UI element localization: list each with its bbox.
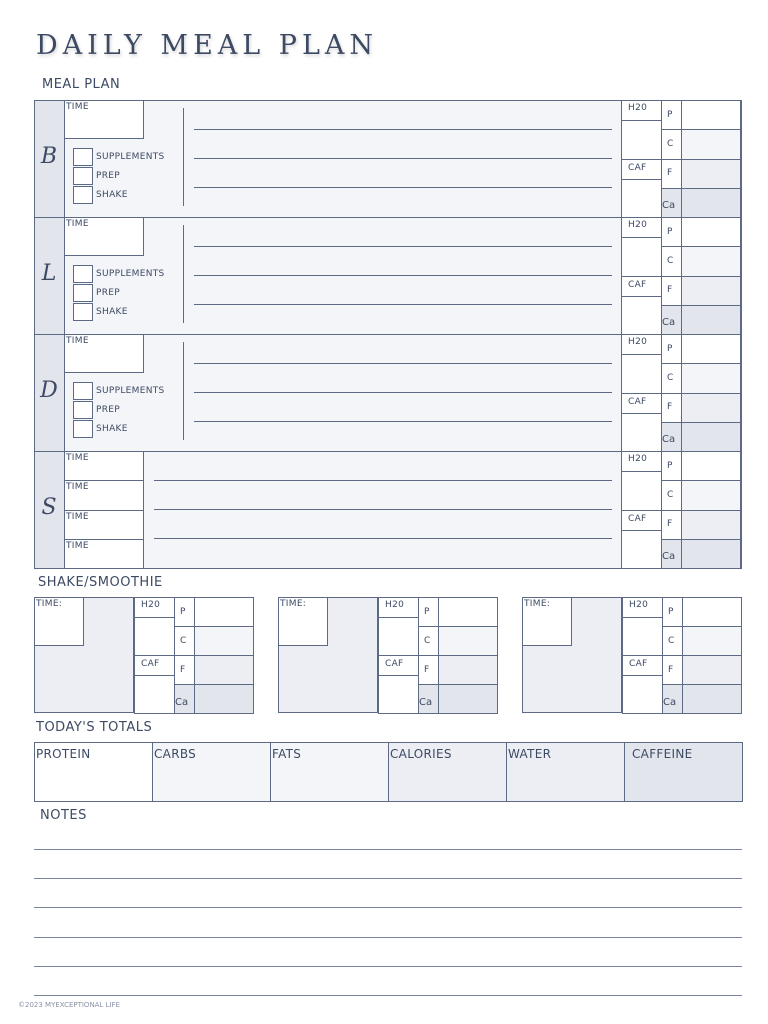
meal-d-macro-label-0: P bbox=[667, 343, 673, 354]
shake-3-letter-divider bbox=[662, 626, 683, 627]
snack-time-label: TIME bbox=[66, 540, 89, 551]
meal-l-divider bbox=[183, 225, 184, 323]
shake-2-macro-label-0: P bbox=[424, 606, 430, 617]
meal-b-checkbox-supplements[interactable] bbox=[73, 148, 93, 166]
shake-3-macro-value-2[interactable] bbox=[682, 655, 742, 685]
snack-letter: S bbox=[41, 495, 57, 520]
meal-l-caf-input[interactable] bbox=[622, 297, 661, 335]
snack-caf-input[interactable] bbox=[622, 531, 661, 569]
shake-2-macro-value-2[interactable] bbox=[438, 655, 498, 685]
meal-d-checkbox-label: SHAKE bbox=[96, 424, 128, 434]
snack-time-label: TIME bbox=[66, 453, 89, 463]
meal-d-caf-input[interactable] bbox=[622, 414, 661, 452]
shake-2-macro-label-3: Ca bbox=[419, 696, 433, 708]
meal-l-mid-divider bbox=[621, 276, 661, 277]
meal-l-letter-divider bbox=[661, 276, 682, 277]
meal-l-macro-label-2: F bbox=[667, 285, 673, 296]
meal-l-letter-divider bbox=[661, 246, 682, 247]
notes-heading: NOTES bbox=[40, 808, 87, 823]
meal-b-checkbox-label: PREP bbox=[96, 171, 120, 181]
shake-2-macro-label-2: F bbox=[424, 664, 430, 675]
totals-heading: TODAY'S TOTALS bbox=[36, 720, 153, 735]
shake-3-caf-label: CAF bbox=[629, 659, 648, 669]
shake-2-macro-value-0[interactable] bbox=[438, 597, 498, 627]
meal-d-letter-divider bbox=[661, 422, 682, 423]
snack-mid-divider bbox=[621, 510, 661, 511]
snack-letter-divider bbox=[661, 539, 682, 540]
meal-d-letter: D bbox=[40, 378, 58, 403]
meal-b-entry-line-2[interactable] bbox=[194, 187, 612, 188]
meal-d-checkbox-label: PREP bbox=[96, 405, 120, 415]
meal-d-entry-line-0[interactable] bbox=[194, 363, 612, 364]
meal-b-entry-line-1[interactable] bbox=[194, 158, 612, 159]
meal-l-macro-value-1[interactable] bbox=[681, 246, 741, 276]
notes-line-3[interactable] bbox=[34, 937, 742, 938]
meal-l-h2o-label: H20 bbox=[628, 220, 648, 230]
meal-l-macro-label-3: Ca bbox=[662, 317, 676, 329]
snack-macro-label-0: P bbox=[667, 460, 673, 471]
meal-b-letter-divider bbox=[661, 188, 682, 189]
snack-entry-line-1[interactable] bbox=[154, 509, 612, 510]
shake-2-h2o-input[interactable] bbox=[379, 618, 418, 655]
meal-d-entry-line-1[interactable] bbox=[194, 392, 612, 393]
meal-b-letter-divider bbox=[661, 159, 682, 160]
total-carbs-label: CARBS bbox=[154, 747, 197, 761]
notes-line-2[interactable] bbox=[34, 907, 742, 908]
total-calories-label: CALORIES bbox=[390, 747, 452, 761]
snack-macro-value-0[interactable] bbox=[681, 451, 741, 481]
meal-l-letter: L bbox=[41, 261, 57, 286]
shake-2-caf-input[interactable] bbox=[379, 676, 418, 713]
snack-macro-label-2: F bbox=[667, 519, 673, 530]
shake-2-macro-label-1: C bbox=[424, 635, 431, 646]
meal-b-macro-value-0[interactable] bbox=[681, 100, 741, 130]
meal-d-caf-label: CAF bbox=[628, 396, 647, 407]
snack-time-label: TIME bbox=[66, 511, 89, 522]
meal-b-caf-input[interactable] bbox=[622, 180, 661, 218]
meal-d-divider bbox=[183, 342, 184, 440]
notes-line-0[interactable] bbox=[34, 849, 742, 850]
shake-3-macro-value-1[interactable] bbox=[682, 626, 742, 656]
shake-3-h2o-input[interactable] bbox=[623, 618, 662, 655]
snack-letter-divider bbox=[661, 480, 682, 481]
shake-1-letter-divider bbox=[174, 684, 195, 685]
meal-d-macro-value-1[interactable] bbox=[681, 363, 741, 393]
shake-3-letter-divider bbox=[662, 684, 683, 685]
meal-b-caf-label: CAF bbox=[628, 162, 647, 173]
meal-l-macro-value-2[interactable] bbox=[681, 276, 741, 306]
meal-b-letter-divider bbox=[661, 129, 682, 130]
meal-d-letter-divider bbox=[661, 393, 682, 394]
copyright: ©2023 MYEXCEPTIONAL LIFE bbox=[18, 1001, 121, 1009]
shake-heading: SHAKE/SMOOTHIE bbox=[38, 575, 163, 590]
shake-1-time-label: TIME: bbox=[36, 599, 63, 609]
shake-1-macro-value-0[interactable] bbox=[194, 597, 254, 627]
total-caffeine-label: CAFFEINE bbox=[632, 747, 693, 761]
meal-d-h2o-label: H20 bbox=[628, 337, 648, 347]
meal-l-checkbox-label: SHAKE bbox=[96, 307, 128, 317]
meal-l-checkbox-supplements[interactable] bbox=[73, 265, 93, 283]
snack-h2o-input[interactable] bbox=[622, 472, 661, 510]
meal-l-checkbox-label: PREP bbox=[96, 288, 120, 298]
meal-d-macro-label-2: F bbox=[667, 402, 673, 413]
shake-2-macro-value-1[interactable] bbox=[438, 626, 498, 656]
shake-2-caf-label: CAF bbox=[385, 659, 404, 669]
meal-l-entry-line-0[interactable] bbox=[194, 246, 612, 247]
meal-d-macro-label-3: Ca bbox=[662, 434, 676, 446]
total-water-label: WATER bbox=[508, 747, 552, 761]
meal-l-macro-label-0: P bbox=[667, 226, 673, 237]
shake-3-time-label: TIME: bbox=[524, 599, 551, 609]
shake-1-macro-value-1[interactable] bbox=[194, 626, 254, 656]
snack-time-label: TIME bbox=[66, 482, 89, 493]
meal-b-letter: B bbox=[40, 144, 58, 169]
meal-b-mid-divider bbox=[621, 159, 661, 160]
meal-l-time-label: TIME bbox=[66, 219, 89, 229]
snack-caf-label: CAF bbox=[628, 513, 647, 524]
meal-b-macro-label-3: Ca bbox=[662, 200, 676, 212]
meal-l-entry-line-2[interactable] bbox=[194, 304, 612, 305]
shake-1-macro-label-3: Ca bbox=[175, 696, 189, 708]
meal-d-macro-value-2[interactable] bbox=[681, 393, 741, 423]
meal-l-checkbox-shake[interactable] bbox=[73, 303, 93, 321]
total-protein-label: PROTEIN bbox=[36, 747, 91, 761]
snack-letter-divider bbox=[661, 510, 682, 511]
page-title: DAILY MEAL PLAN bbox=[36, 30, 379, 61]
meal-b-checkbox-shake[interactable] bbox=[73, 186, 93, 204]
notes-line-4[interactable] bbox=[34, 966, 742, 967]
shake-3-macro-value-0[interactable] bbox=[682, 597, 742, 627]
meal-b-h2o-input[interactable] bbox=[622, 121, 661, 159]
snack-macro-label-3: Ca bbox=[662, 551, 676, 563]
shake-3-mid-divider bbox=[622, 655, 662, 656]
shake-2-mid-divider bbox=[378, 655, 418, 656]
shake-1-mid-divider bbox=[134, 655, 174, 656]
shake-2-letter-divider bbox=[418, 626, 439, 627]
meal-l-entry-line-1[interactable] bbox=[194, 275, 612, 276]
total-fats-label: FATS bbox=[272, 747, 302, 761]
shake-2-letter-divider bbox=[418, 684, 439, 685]
shake-1-h2o-label: H20 bbox=[141, 600, 161, 610]
shake-3-macro-value-3[interactable] bbox=[682, 684, 742, 714]
meal-b-macro-label-1: C bbox=[667, 138, 674, 149]
shake-1-macro-label-2: F bbox=[180, 664, 186, 675]
shake-3-macro-label-0: P bbox=[668, 606, 674, 617]
snack-h2o-label: H20 bbox=[628, 454, 648, 464]
shake-3-macro-label-3: Ca bbox=[663, 696, 677, 708]
meal-b-macro-label-0: P bbox=[667, 109, 673, 120]
notes-line-5[interactable] bbox=[34, 995, 742, 996]
meal-d-macro-label-1: C bbox=[667, 372, 674, 383]
shake-1-macro-label-1: C bbox=[180, 635, 187, 646]
meal-d-checkbox-shake[interactable] bbox=[73, 420, 93, 438]
meal-b-macro-value-2[interactable] bbox=[681, 159, 741, 189]
meal-b-h2o-label: H20 bbox=[628, 103, 648, 113]
meal-b-time-label: TIME bbox=[66, 102, 89, 112]
snack-macro-value-1[interactable] bbox=[681, 480, 741, 510]
meal-l-macro-value-3[interactable] bbox=[681, 305, 741, 335]
meal-d-checkbox-label: SUPPLEMENTS bbox=[96, 386, 165, 396]
meal-l-checkbox-label: SUPPLEMENTS bbox=[96, 269, 165, 279]
snack-entry-line-0[interactable] bbox=[154, 480, 612, 481]
shake-3-macro-label-1: C bbox=[668, 635, 675, 646]
meal-plan-heading: MEAL PLAN bbox=[42, 77, 121, 92]
meal-b-divider bbox=[183, 108, 184, 206]
shake-3-caf-input[interactable] bbox=[623, 676, 662, 713]
shake-2-h2o-label: H20 bbox=[385, 600, 405, 610]
shake-2-letter-divider bbox=[418, 655, 439, 656]
meal-l-checkbox-prep[interactable] bbox=[73, 284, 93, 302]
meal-l-macro-label-1: C bbox=[667, 255, 674, 266]
shake-1-macro-label-0: P bbox=[180, 606, 186, 617]
shake-2-time-label: TIME: bbox=[280, 599, 307, 609]
meal-b-checkbox-prep[interactable] bbox=[73, 167, 93, 185]
snack-entry-line-2[interactable] bbox=[154, 538, 612, 539]
meal-b-entry-line-0[interactable] bbox=[194, 129, 612, 130]
snack-macro-label-1: C bbox=[667, 489, 674, 500]
meal-d-h2o-input[interactable] bbox=[622, 355, 661, 393]
meal-l-caf-label: CAF bbox=[628, 279, 647, 290]
shake-3-letter-divider bbox=[662, 655, 683, 656]
snack-macro-value-3[interactable] bbox=[681, 539, 741, 569]
meal-l-h2o-input[interactable] bbox=[622, 238, 661, 276]
meal-d-mid-divider bbox=[621, 393, 661, 394]
shake-3-macro-label-2: F bbox=[668, 664, 674, 675]
shake-1-macro-value-2[interactable] bbox=[194, 655, 254, 685]
meal-d-checkbox-supplements[interactable] bbox=[73, 382, 93, 400]
meal-l-macro-value-0[interactable] bbox=[681, 217, 741, 247]
meal-d-checkbox-prep[interactable] bbox=[73, 401, 93, 419]
meal-b-checkbox-label: SHAKE bbox=[96, 190, 128, 200]
shake-1-macro-value-3[interactable] bbox=[194, 684, 254, 714]
meal-l-letter-divider bbox=[661, 305, 682, 306]
meal-b-checkbox-label: SUPPLEMENTS bbox=[96, 152, 165, 162]
meal-b-macro-value-1[interactable] bbox=[681, 129, 741, 159]
shake-1-letter-divider bbox=[174, 655, 195, 656]
meal-d-entry-line-2[interactable] bbox=[194, 421, 612, 422]
snack-macro-value-2[interactable] bbox=[681, 510, 741, 540]
shake-1-caf-input[interactable] bbox=[135, 676, 174, 713]
meal-b-macro-label-2: F bbox=[667, 168, 673, 179]
shake-3-h2o-label: H20 bbox=[629, 600, 649, 610]
meal-d-letter-divider bbox=[661, 363, 682, 364]
meal-d-macro-value-3[interactable] bbox=[681, 422, 741, 452]
shake-1-letter-divider bbox=[174, 626, 195, 627]
meal-d-macro-value-0[interactable] bbox=[681, 334, 741, 364]
shake-1-h2o-input[interactable] bbox=[135, 618, 174, 655]
notes-line-1[interactable] bbox=[34, 878, 742, 879]
snack-body bbox=[144, 452, 621, 568]
shake-1-caf-label: CAF bbox=[141, 659, 160, 669]
meal-b-macro-value-3[interactable] bbox=[681, 188, 741, 218]
meal-d-time-label: TIME bbox=[66, 336, 89, 346]
shake-2-macro-value-3[interactable] bbox=[438, 684, 498, 714]
